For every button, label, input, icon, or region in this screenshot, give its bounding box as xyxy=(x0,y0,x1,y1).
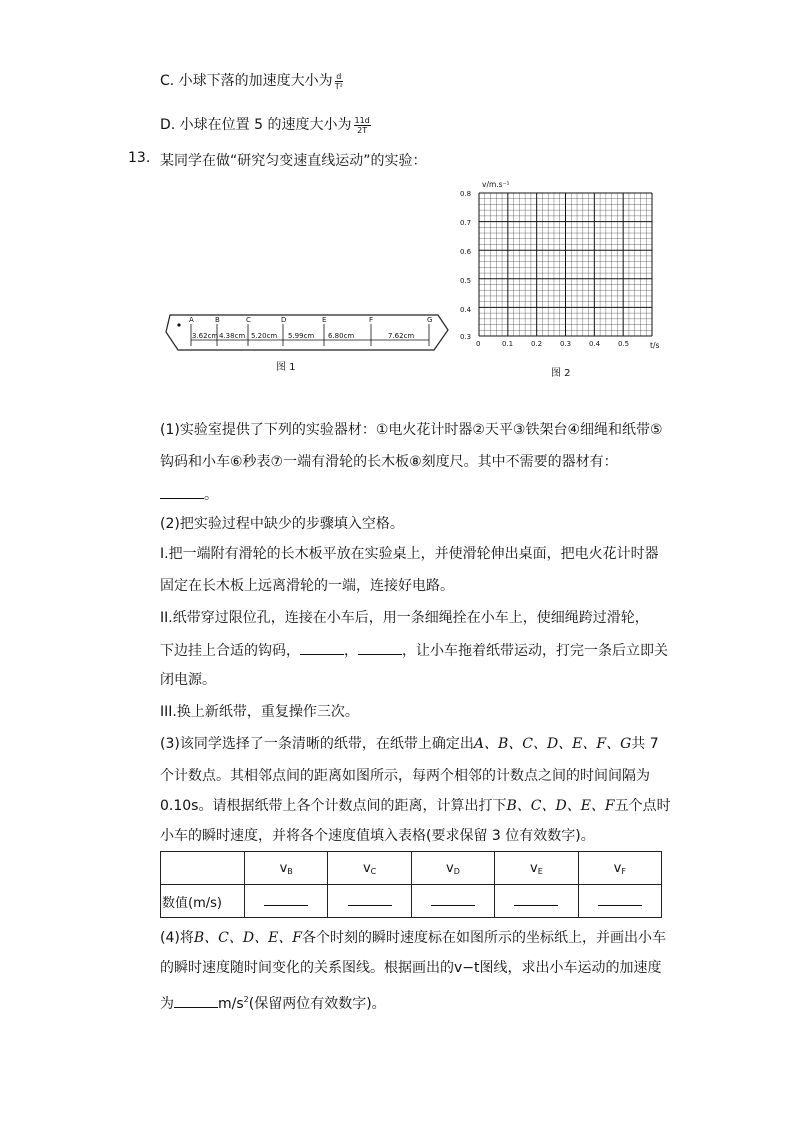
part-4-text-b: 各个时刻的瞬时速度标在如图所示的坐标纸上，并画出小车 xyxy=(302,930,667,946)
part-1-line-1: (1)实验室提供了下列的实验器材：①电火花计时器②天平③铁架台④细绳和纸带⑤ xyxy=(160,422,663,438)
part-2-step-1-line-1: I.把一端附有滑轮的长木板平放在实验桌上，并使滑轮伸出桌面，把电火花计时器 xyxy=(160,546,659,562)
part-2-step-2-text-c: ，让小车拖着纸带运动，打完一条后立即关 xyxy=(402,643,668,659)
vt-y-tick: 0.6 xyxy=(460,248,472,256)
part-2-step-2-text-b: ， xyxy=(344,643,358,659)
part-2-step-1-line-2: 固定在长木板上远离滑轮的一端，连接好电路。 xyxy=(160,578,454,594)
table-header-vc: $v_C$ xyxy=(328,852,411,885)
table-cell-vb[interactable] xyxy=(245,885,328,918)
part-2-step-2-line-2 xyxy=(160,640,668,661)
part-3-line-2: 个计数点。其相邻点间的距离如图所示，每两个相邻的计数点之间的时间间隔为 xyxy=(160,768,650,784)
vt-y-axis-label: v/m.s⁻¹ xyxy=(482,180,510,189)
figure-2-vt-grid xyxy=(450,178,672,383)
table-header-vf: $v_F$ xyxy=(578,852,661,885)
part-4-unit-exponent: 2 xyxy=(243,995,249,1004)
part-3-text-c: 0.10s。请根据纸带上各个计数点间的距离，计算出打下 xyxy=(160,798,507,814)
option-d-text: D. 小球在位置 5 的速度大小为 xyxy=(160,117,352,133)
vt-y-tick: 0.4 xyxy=(460,306,472,314)
option-d xyxy=(160,114,371,135)
tape-label-e: E xyxy=(322,316,327,324)
answer-blank-ve[interactable] xyxy=(514,893,558,906)
question-13-number: 13. xyxy=(128,150,151,166)
option-c-frac-den: T² xyxy=(334,81,343,91)
table-row xyxy=(161,885,662,918)
tape-label-a: A xyxy=(189,316,194,324)
part-4-velocity-points: B、C、D、E、F xyxy=(193,930,303,946)
vt-x-tick: 0.2 xyxy=(531,340,543,348)
part-3-line-1 xyxy=(160,734,659,754)
vt-y-tick: 0.7 xyxy=(460,219,472,227)
part-3-text-d: 五个点时 xyxy=(614,798,671,814)
option-d-fraction xyxy=(354,116,371,135)
table-header-vd: $v_D$ xyxy=(411,852,494,885)
tape-distance-bc: 4.38cm xyxy=(219,332,246,340)
figure-1-paper-tape xyxy=(160,300,450,380)
part-4-unit: m/s xyxy=(218,996,244,1012)
vt-y-tick: 0.5 xyxy=(460,277,472,285)
vt-x-tick: 0.5 xyxy=(618,340,630,348)
tape-label-d: D xyxy=(281,316,287,324)
vt-x-axis-label: t/s xyxy=(650,341,660,350)
tape-distance-ab: 3.62cm xyxy=(192,332,219,340)
velocity-table xyxy=(160,851,662,918)
table-cell-vf[interactable] xyxy=(578,885,661,918)
part-2-step-2-line-1: II.纸带穿过限位孔，连接在小车后，用一条细绳拴在小车上，使细绳跨过滑轮， xyxy=(160,610,649,626)
part-3-text-a: (3)该同学选择了一条清晰的纸带，在纸带上确定出 xyxy=(160,736,474,752)
part-4-text-c: 为 xyxy=(160,996,174,1012)
answer-blank-step-1[interactable] xyxy=(300,640,344,655)
vt-x-tick: 0.3 xyxy=(560,340,572,348)
part-3-point-list: A、B、C、D、E、F、G xyxy=(473,736,632,752)
part-2-step-2-text-a: 下边挂上合适的钩码， xyxy=(160,643,300,659)
part-4-line-2: 的瞬时速度随时间变化的关系图线。根据画出的v−t图线，求出小车运动的加速度 xyxy=(160,960,662,976)
vt-x-tick: 0.4 xyxy=(589,340,601,348)
part-2-step-3: III.换上新纸带，重复操作三次。 xyxy=(160,704,359,720)
answer-blank-unneeded-equipment[interactable] xyxy=(160,484,204,499)
answer-blank-vf[interactable] xyxy=(598,893,642,906)
option-c xyxy=(160,70,343,91)
answer-blank-step-2[interactable] xyxy=(358,640,402,655)
tape-distance-fg: 7.62cm xyxy=(388,332,415,340)
part-3-line-4: 小车的瞬时速度，并将各个速度值填入表格(要求保留 3 位有效数字)。 xyxy=(160,828,595,844)
part-4-text-a: (4)将 xyxy=(160,930,194,946)
part-3-text-b: 共 7 xyxy=(631,736,659,752)
table-header-row xyxy=(161,852,662,885)
tape-label-c: C xyxy=(246,316,251,324)
answer-blank-vc[interactable] xyxy=(348,893,392,906)
option-c-text: C. 小球下落的加速度大小为 xyxy=(160,73,333,89)
tape-label-b: B xyxy=(215,316,220,324)
table-cell-ve[interactable] xyxy=(495,885,578,918)
table-header-ve: $v_E$ xyxy=(495,852,578,885)
part-1-line-2: 钩码和小车⑥秒表⑦一端有滑轮的长木板⑧刻度尺。其中不需要的器材有： xyxy=(160,454,618,470)
part-1-line-3 xyxy=(160,484,218,505)
figure-2-caption: 图 2 xyxy=(551,368,571,379)
part-2-step-2-line-3: 闭电源。 xyxy=(160,672,216,688)
answer-blank-vd[interactable] xyxy=(431,893,475,906)
part-4-line-3 xyxy=(160,990,386,1014)
tape-distance-ef: 6.80cm xyxy=(328,332,355,340)
part-1-end-punct: 。 xyxy=(204,487,218,503)
vt-x-tick: 0.1 xyxy=(502,340,514,348)
part-4-text-d: (保留两位有效数字)。 xyxy=(248,996,386,1012)
table-header-vb: $v_B$ xyxy=(245,852,328,885)
grid-major-lines xyxy=(479,193,652,336)
question-13-stem: 某同学在做“研究匀变速直线运动”的实验： xyxy=(160,153,427,169)
answer-blank-vb[interactable] xyxy=(264,893,308,906)
tape-distance-de: 5.99cm xyxy=(288,332,315,340)
vt-x-tick: 0 xyxy=(476,340,481,348)
vt-x-ticks xyxy=(476,340,629,348)
part-4-line-1 xyxy=(160,928,666,948)
option-c-fraction xyxy=(335,72,343,91)
part-2-title: (2)把实验过程中缺少的步骤填入空格。 xyxy=(160,516,404,532)
vt-y-tick: 0.3 xyxy=(460,333,472,341)
part-3-line-3 xyxy=(160,796,671,816)
option-c-frac-num: d xyxy=(336,71,342,81)
table-row-label: 数值(m/s) xyxy=(161,885,245,918)
answer-blank-acceleration[interactable] xyxy=(174,993,218,1008)
tape-label-f: F xyxy=(369,316,374,324)
table-cell-vc[interactable] xyxy=(328,885,411,918)
vt-y-ticks xyxy=(460,190,472,341)
part-3-velocity-points: B、C、D、E、F xyxy=(506,798,615,814)
tape-dot xyxy=(177,323,180,326)
tape-label-g: G xyxy=(427,316,433,324)
figure-1-caption: 图 1 xyxy=(276,362,296,373)
option-d-frac-num: 11d xyxy=(354,115,370,125)
table-cell-vd[interactable] xyxy=(411,885,494,918)
tape-distance-cd: 5.20cm xyxy=(251,332,278,340)
option-d-frac-den: 2T xyxy=(357,125,368,135)
vt-y-tick: 0.8 xyxy=(460,190,472,198)
table-corner-cell xyxy=(161,852,245,885)
